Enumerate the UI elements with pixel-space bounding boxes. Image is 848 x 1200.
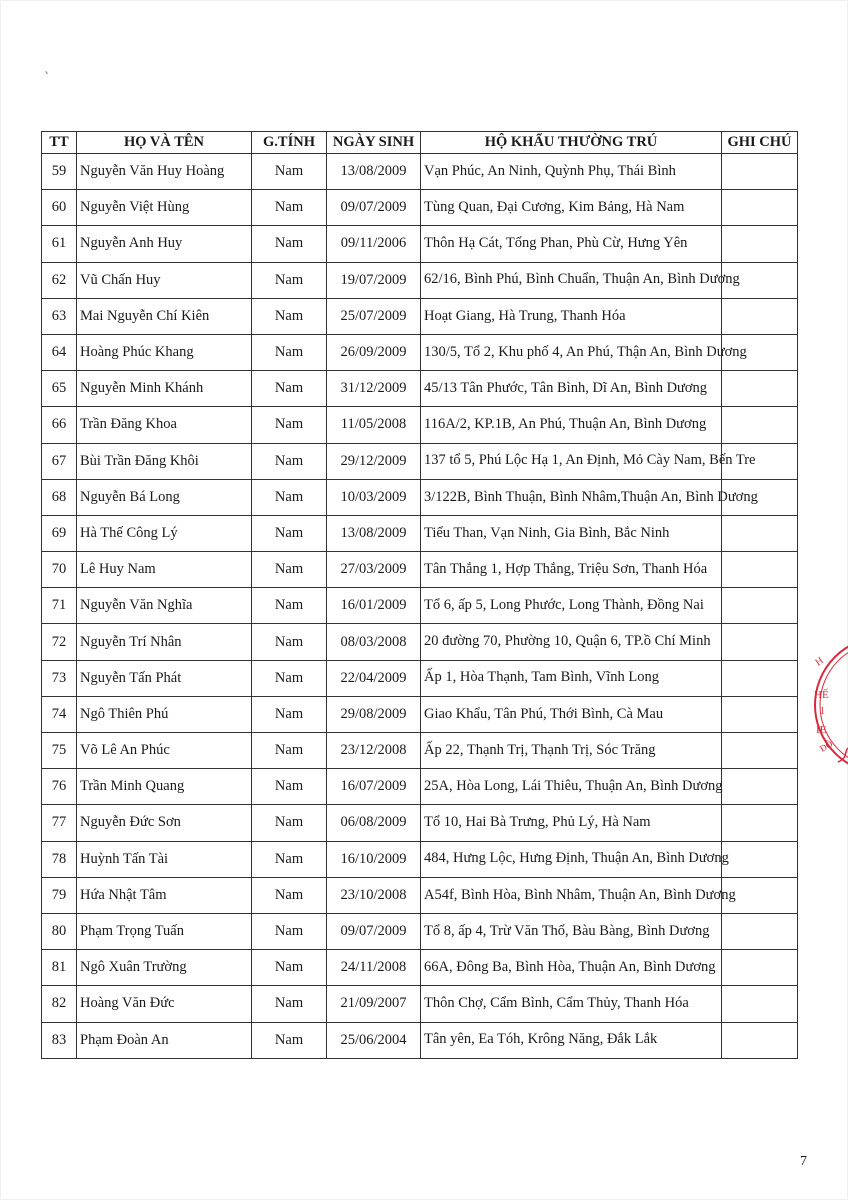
cell-dob: 23/10/2008 [327,877,421,913]
cell-name: Nguyễn Tấn Phát [77,660,252,696]
cell-address: Tổ 10, Hai Bà Trưng, Phủ Lý, Hà Nam [421,805,722,841]
cell-tt: 72 [42,624,77,660]
cell-dob: 24/11/2008 [327,950,421,986]
cell-name: Mai Nguyễn Chí Kiên [77,298,252,334]
cell-address: Vạn Phúc, An Ninh, Quỳnh Phụ, Thái Bình [421,154,722,190]
cell-name: Ngô Thiên Phú [77,696,252,732]
cell-note [722,986,798,1022]
cell-tt: 74 [42,696,77,732]
cell-sex: Nam [252,986,327,1022]
cell-tt: 67 [42,443,77,479]
cell-dob: 09/11/2006 [327,226,421,262]
cell-tt: 75 [42,733,77,769]
table-row [42,371,798,407]
cell-address: 484, Hưng Lộc, Hưng Định, Thuận An, Bình Dương [421,841,722,877]
scan-speck [45,71,48,74]
header-tt: TT [42,132,77,154]
cell-address: Tổ 8, ấp 4, Trừ Văn Thố, Bàu Bàng, Bình Dương [421,913,722,949]
cell-address: 130/5, Tổ 2, Khu phố 4, An Phú, Thận An, Bình Dương [421,334,722,370]
table-row [42,733,798,769]
cell-sex: Nam [252,805,327,841]
cell-tt: 66 [42,407,77,443]
cell-tt: 68 [42,479,77,515]
cell-note [722,552,798,588]
cell-address: A54f, Bình Hòa, Bình Nhâm, Thuận An, Bình Dương [421,877,722,913]
cell-name: Hoàng Phúc Khang [77,334,252,370]
cell-dob: 08/03/2008 [327,624,421,660]
cell-note [722,805,798,841]
cell-note [722,841,798,877]
table-row [42,769,798,805]
table-row [42,805,798,841]
cell-dob: 27/03/2009 [327,552,421,588]
cell-address: 3/122B, Bình Thuận, Bình Nhâm,Thuận An, Bình Dương [421,479,722,515]
cell-tt: 64 [42,334,77,370]
cell-name: Nguyễn Việt Hùng [77,190,252,226]
cell-address: Giao Khẩu, Tân Phú, Thới Bình, Cà Mau [421,696,722,732]
cell-tt: 65 [42,371,77,407]
header-address: HỘ KHẨU THƯỜNG TRÚ [421,132,722,154]
cell-sex: Nam [252,913,327,949]
cell-address: 137 tổ 5, Phú Lộc Hạ 1, An Định, Mỏ Cày Nam, Bến Tre [421,443,722,479]
table-row [42,298,798,334]
cell-tt: 81 [42,950,77,986]
cell-note [722,696,798,732]
cell-name: Huỳnh Tấn Tài [77,841,252,877]
cell-name: Hà Thế Công Lý [77,515,252,551]
cell-name: Trần Đăng Khoa [77,407,252,443]
table-row [42,877,798,913]
cell-sex: Nam [252,950,327,986]
header-name: HỌ VÀ TÊN [77,132,252,154]
cell-dob: 10/03/2009 [327,479,421,515]
cell-tt: 79 [42,877,77,913]
table-row [42,913,798,949]
seal-fragment-4: IE [816,724,827,736]
cell-name: Nguyễn Trí Nhân [77,624,252,660]
cell-sex: Nam [252,371,327,407]
cell-sex: Nam [252,407,327,443]
cell-dob: 06/08/2009 [327,805,421,841]
cell-dob: 29/12/2009 [327,443,421,479]
cell-dob: 26/09/2009 [327,334,421,370]
table-header-row [42,132,798,154]
cell-tt: 83 [42,1022,77,1058]
cell-tt: 60 [42,190,77,226]
cell-sex: Nam [252,624,327,660]
table-row [42,986,798,1022]
cell-note [722,950,798,986]
cell-address: Tân Thắng 1, Hợp Thắng, Triệu Sơn, Thanh Hóa [421,552,722,588]
seal-fragment-5: ĐÔ [818,738,835,754]
cell-dob: 13/08/2009 [327,154,421,190]
cell-tt: 70 [42,552,77,588]
cell-dob: 13/08/2009 [327,515,421,551]
cell-name: Phạm Đoàn An [77,1022,252,1058]
table-row [42,226,798,262]
cell-tt: 82 [42,986,77,1022]
cell-dob: 09/07/2009 [327,913,421,949]
table-body [42,154,798,1059]
cell-sex: Nam [252,443,327,479]
cell-sex: Nam [252,733,327,769]
table-row [42,443,798,479]
cell-dob: 21/09/2007 [327,986,421,1022]
cell-dob: 25/07/2009 [327,298,421,334]
cell-sex: Nam [252,515,327,551]
cell-note [722,190,798,226]
page-number: 7 [800,1154,807,1169]
cell-note [722,1022,798,1058]
cell-name: Nguyễn Anh Huy [77,226,252,262]
cell-dob: 11/05/2008 [327,407,421,443]
cell-address: 25A, Hòa Long, Lái Thiêu, Thuận An, Bình Dương [421,769,722,805]
cell-note [722,371,798,407]
table-row [42,841,798,877]
cell-address: 20 đường 70, Phường 10, Quận 6, TP.ồ Chí Minh [421,624,722,660]
cell-sex: Nam [252,841,327,877]
cell-tt: 62 [42,262,77,298]
seal-fragment-3: 1 [820,706,825,717]
cell-dob: 16/07/2009 [327,769,421,805]
cell-dob: 16/01/2009 [327,588,421,624]
table-row [42,588,798,624]
table-row [42,624,798,660]
cell-dob: 16/10/2009 [327,841,421,877]
cell-tt: 61 [42,226,77,262]
cell-address: Ấp 1, Hòa Thạnh, Tam Bình, Vĩnh Long [421,660,722,696]
cell-address: Tổ 6, ấp 5, Long Phước, Long Thành, Đồng Nai [421,588,722,624]
cell-sex: Nam [252,588,327,624]
cell-name: Ngô Xuân Trường [77,950,252,986]
cell-note [722,624,798,660]
cell-sex: Nam [252,552,327,588]
cell-sex: Nam [252,262,327,298]
cell-sex: Nam [252,877,327,913]
cell-dob: 25/06/2004 [327,1022,421,1058]
header-dob: NGÀY SINH [327,132,421,154]
table-row [42,950,798,986]
cell-dob: 22/04/2009 [327,660,421,696]
cell-note [722,588,798,624]
cell-address: Ấp 22, Thạnh Trị, Thạnh Trị, Sóc Trăng [421,733,722,769]
cell-name: Phạm Trọng Tuấn [77,913,252,949]
red-seal-stamp [808,640,848,770]
cell-tt: 80 [42,913,77,949]
header-note: GHI CHÚ [722,132,798,154]
cell-tt: 78 [42,841,77,877]
table-row [42,1022,798,1058]
header-sex: G.TÍNH [252,132,327,154]
cell-dob: 31/12/2009 [327,371,421,407]
cell-name: Trần Minh Quang [77,769,252,805]
cell-sex: Nam [252,1022,327,1058]
table-row [42,262,798,298]
cell-dob: 09/07/2009 [327,190,421,226]
cell-address: 116A/2, KP.1B, An Phú, Thuận An, Bình Dương [421,407,722,443]
cell-note [722,660,798,696]
cell-tt: 76 [42,769,77,805]
table-row [42,660,798,696]
student-roster-table [41,131,798,1059]
table-row [42,479,798,515]
cell-name: Nguyễn Văn Nghĩa [77,588,252,624]
cell-dob: 19/07/2009 [327,262,421,298]
cell-note [722,733,798,769]
cell-address: Thôn Chợ, Cẩm Bình, Cẩm Thủy, Thanh Hóa [421,986,722,1022]
cell-note [722,407,798,443]
cell-sex: Nam [252,154,327,190]
cell-tt: 69 [42,515,77,551]
cell-tt: 73 [42,660,77,696]
cell-sex: Nam [252,769,327,805]
cell-name: Nguyễn Đức Sơn [77,805,252,841]
cell-address: Tùng Quan, Đại Cương, Kim Bảng, Hà Nam [421,190,722,226]
seal-fragment-1: H [813,655,826,669]
cell-note [722,298,798,334]
cell-address: Thôn Hạ Cát, Tống Phan, Phù Cừ, Hưng Yên [421,226,722,262]
cell-note [722,226,798,262]
cell-note [722,515,798,551]
table-row [42,407,798,443]
cell-sex: Nam [252,334,327,370]
cell-dob: 29/08/2009 [327,696,421,732]
cell-address: 45/13 Tân Phước, Tân Bình, Dĩ An, Bình Dương [421,371,722,407]
cell-note [722,769,798,805]
cell-name: Bùi Trần Đăng Khôi [77,443,252,479]
cell-dob: 23/12/2008 [327,733,421,769]
cell-address: 66A, Đông Ba, Bình Hòa, Thuận An, Bình Dương [421,950,722,986]
table-row [42,515,798,551]
cell-name: Nguyễn Văn Huy Hoàng [77,154,252,190]
cell-address: Tiểu Than, Vạn Ninh, Gia Bình, Bắc Ninh [421,515,722,551]
seal-graphic [808,640,848,770]
cell-name: Võ Lê An Phúc [77,733,252,769]
cell-name: Vũ Chấn Huy [77,262,252,298]
cell-tt: 63 [42,298,77,334]
cell-sex: Nam [252,226,327,262]
cell-sex: Nam [252,696,327,732]
cell-sex: Nam [252,298,327,334]
cell-name: Nguyễn Bá Long [77,479,252,515]
cell-name: Nguyễn Minh Khánh [77,371,252,407]
table-row [42,552,798,588]
table-row [42,190,798,226]
cell-tt: 71 [42,588,77,624]
cell-sex: Nam [252,479,327,515]
table-row [42,154,798,190]
cell-sex: Nam [252,190,327,226]
cell-name: Hứa Nhật Tâm [77,877,252,913]
cell-name: Lê Huy Nam [77,552,252,588]
cell-tt: 77 [42,805,77,841]
cell-note [722,154,798,190]
cell-address: 62/16, Bình Phú, Bình Chuẩn, Thuận An, Bình Dương [421,262,722,298]
cell-sex: Nam [252,660,327,696]
cell-address: Hoạt Giang, Hà Trung, Thanh Hóa [421,298,722,334]
cell-note [722,913,798,949]
seal-fragment-2: HẾ [814,689,829,701]
table-row [42,334,798,370]
cell-tt: 59 [42,154,77,190]
cell-address: Tân yên, Ea Tóh, Krông Năng, Đắk Lắk [421,1022,722,1058]
table-row [42,696,798,732]
cell-name: Hoàng Văn Đức [77,986,252,1022]
